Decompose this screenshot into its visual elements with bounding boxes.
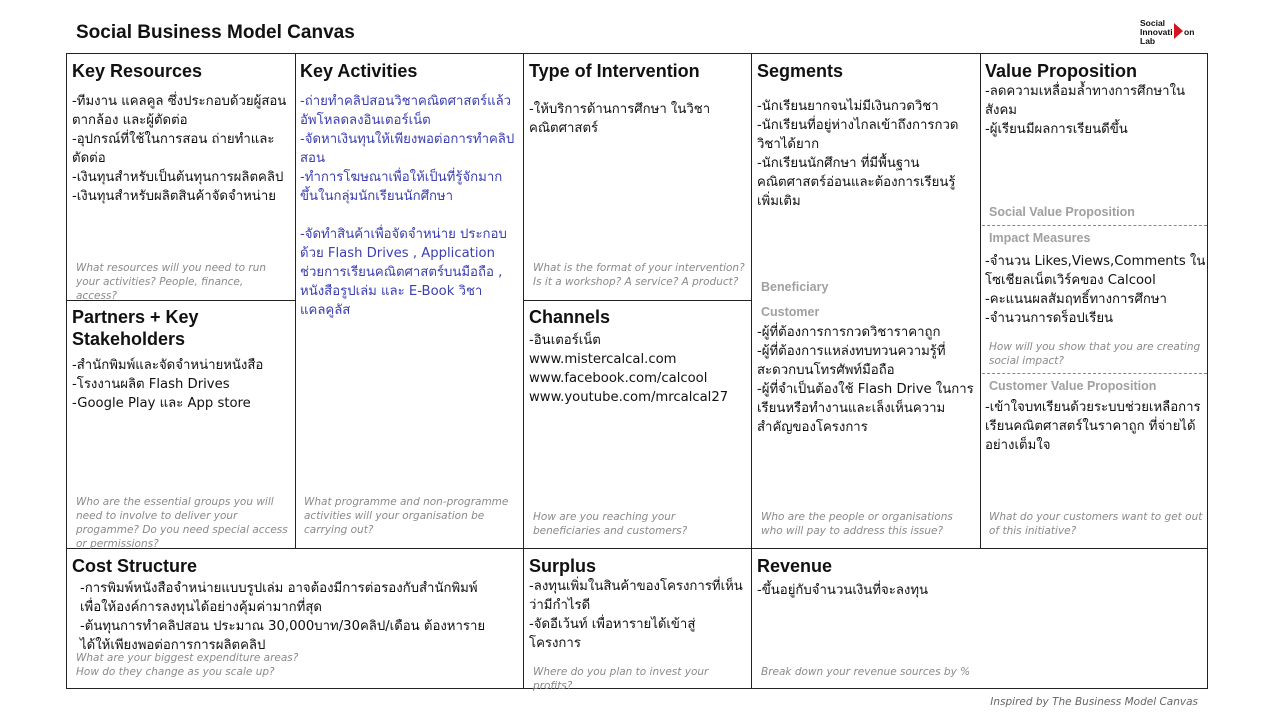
impact-measures-label: Impact Measures [989, 231, 1091, 245]
customer-value-label: Customer Value Proposition [989, 379, 1157, 393]
surplus-question: Where do you plan to invest your profits? [533, 666, 709, 692]
list-item: -ผู้เรียนมีผลการเรียนดีขึ้น [985, 122, 1128, 137]
list-item: -ลดความเหลื่อมล้ำทางการศึกษาในสังคม [985, 84, 1186, 118]
intervention-list [529, 100, 747, 138]
beneficiary-list [757, 97, 977, 211]
segments-heading: Segments [757, 61, 844, 81]
list-item: -ผู้ที่จำเป็นต้องใช้ Flash Drive ในการเรียนหรือทำงานและเล็งเห็นความสำคัญของโครงการ [757, 382, 974, 435]
key-resources-section [72, 60, 290, 206]
cost-structure-list [72, 579, 490, 655]
customer-list [757, 323, 977, 437]
cost-structure-question: What are your biggest expenditure areas? How do they change as you scale up? [76, 652, 299, 678]
footer-credit: Inspired by The Business Model Canvas [990, 696, 1198, 708]
partners-section [72, 306, 290, 413]
list-item: -ลงทุนเพิ่มในสินค้าของโครงการที่เห็นว่ามีกำไรดี [529, 579, 743, 613]
customer-label: Customer [761, 305, 820, 319]
partners-list [72, 356, 290, 413]
list-item: -ทำการโฆษณาเพื่อให้เป็นที่รู้จักมากขึ้นในกลุ่มนักเรียนนักศึกษา [300, 170, 503, 204]
channels-heading: Channels [529, 307, 611, 327]
list-item: -อุปกรณ์ที่ใช้ในการสอน ถ่ายทำและตัดต่อ [72, 132, 275, 166]
list-item: -ให้บริการด้านการศึกษา ในวิชาคณิตศาสตร์ [529, 102, 711, 136]
cost-structure-section [72, 555, 517, 655]
surplus-list [529, 577, 747, 653]
list-item: -ต้นทุนการทำคลิปสอน ประมาณ 30,000บาท/30คลิป/เดือน ต้องหารายได้ให้เพียงพอต่อการการผลิตคลิป [80, 619, 486, 653]
list-item: -ขึ้นอยู่กับจำนวนเงินที่จะลงทุน [757, 583, 929, 598]
channels-list [529, 331, 747, 407]
channels-section [529, 306, 747, 407]
customer-value-question: What do your customers want to get out of this initiative? [989, 511, 1203, 537]
list-item: -ผู้ที่ต้องการการกวดวิชาราคาถูก [757, 325, 941, 340]
value-proposition-section [985, 60, 1205, 139]
impact-measures-list [985, 252, 1207, 328]
surplus-section [529, 555, 747, 653]
revenue-section [757, 555, 1202, 600]
list-item: -เงินทุนสำหรับเป็นต้นทุนการผลิตคลิป [72, 170, 284, 185]
key-resources-heading: Key Resources [72, 61, 203, 81]
revenue-list [757, 581, 1202, 600]
partners-heading: Partners + Key Stakeholders [72, 307, 199, 349]
list-item: -อินเตอร์เน็ต [529, 333, 601, 348]
revenue-heading: Revenue [757, 556, 833, 576]
list-item: -ถ่ายทำคลิปสอนวิชาคณิตศาสตร์แล้วอัพโหลดลงอินเตอร์เน็ต [300, 94, 512, 128]
partners-question: Who are the essential groups you will need to involve to deliver your progamme? Do you need special access or permissions? [76, 496, 288, 550]
list-item: -ผู้ที่ต้องการแหล่งทบทวนความรู้ที่สะดวกบนโทรศัพท์มือถือ [757, 344, 946, 378]
impact-question: How will you show that you are creating social impact? [989, 341, 1201, 367]
key-resources-list [72, 92, 290, 206]
list-item: -เข้าใจบทเรียนด้วยระบบช่วยเหลือการเรียนคณิตศาสตร์ในราคาถูก ที่จ่ายได้อย่างเต็มใจ [985, 400, 1201, 453]
list-item: -จำนวน Likes,Views,Comments ในโซเชียลเน็ตเวิร์คของ Calcool [985, 254, 1206, 288]
list-item: www.youtube.com/mrcalcal27 [529, 390, 729, 405]
list-item: www.mistercalcal.com [529, 352, 677, 367]
list-item: www.facebook.com/calcool [529, 371, 708, 386]
segments-question: Who are the people or organisations who will pay to address this issue? [761, 511, 953, 537]
impact-measures-section [985, 252, 1207, 328]
beneficiary-label: Beneficiary [761, 280, 829, 294]
intervention-section [529, 60, 747, 138]
value-proposition-list [985, 82, 1205, 139]
surplus-heading: Surplus [529, 556, 597, 576]
list-item: -ทีมงาน แคลคูล ซึ่งประกอบด้วยผู้สอน ตากล้อง และผู้ตัดต่อ [72, 94, 287, 128]
intervention-question: What is the format of your intervention? Is it a workshop? A service? A product? [533, 262, 745, 288]
key-activities-heading: Key Activities [300, 61, 418, 81]
list-item: -จัดอีเว้นท์ เพื่อหารายได้เข้าสู่โครงการ [529, 617, 696, 651]
social-value-label: Social Value Proposition [989, 205, 1135, 219]
list-item: -คะแนนผลสัมฤทธิ์ทางการศึกษา [985, 292, 1167, 307]
list-item: -โรงงานผลิต Flash Drives [72, 377, 230, 392]
list-item: -จัดทำสินค้าเพื่อจัดจำหน่าย ประกอบด้วย Flash Drives , Application ช่วยการเรียนคณิตศาสตร์บนมือถือ , หนังสือรูปเล่ม และ E-Book วิชา แคลคูลัส [300, 227, 507, 318]
cost-structure-heading: Cost Structure [72, 556, 198, 576]
list-item: -สำนักพิมพ์และจัดจำหน่ายหนังสือ [72, 358, 264, 373]
channels-question: How are you reaching your beneficiaries and customers? [533, 511, 688, 537]
intervention-heading: Type of Intervention [529, 61, 700, 81]
value-proposition-heading: Value Proposition [985, 61, 1138, 81]
logo-arrow-icon [1174, 23, 1183, 39]
list-item: -จำนวนการดร็อปเรียน [985, 311, 1114, 326]
key-activities-list [300, 92, 520, 320]
revenue-question: Break down your revenue sources by % [761, 666, 971, 678]
list-item: -นักเรียนที่อยู่ห่างไกลเข้าถึงการกวดวิชาได้ยาก [757, 118, 959, 152]
list-item: -นักเรียนยากจนไม่มีเงินกวดวิชา [757, 99, 939, 114]
list-item: -นักเรียนนักศึกษา ที่มีพื้นฐานคณิตศาสตร์อ่อนและต้องการเรียนรู้เพิ่มเติม [757, 156, 956, 209]
segments-section [757, 60, 977, 211]
social-innovation-lab-logo: Social Innovati on Lab [1140, 18, 1195, 46]
customer-value-section [985, 398, 1207, 455]
list-item: -การพิมพ์หนังสือจำหน่ายแบบรูปเล่ม อาจต้องมีการต่อรองกับสำนักพิมพ์เพื่อให้องค์การลงทุนได้อย่างคุ้มค่ามากที่สุด [80, 581, 478, 615]
customer-segment [757, 323, 977, 437]
key-resources-question: What resources will you need to run your activities? People, finance, access? [76, 262, 266, 302]
page-title: Social Business Model Canvas [76, 22, 355, 43]
key-activities-question: What programme and non-programme activities will your organisation be carrying out? [304, 496, 509, 536]
customer-value-list [985, 398, 1207, 455]
list-item: -จัดหาเงินทุนให้เพียงพอต่อการทำคลิปสอน [300, 132, 515, 166]
key-activities-section [300, 60, 520, 320]
list-item: -เงินทุนสำหรับผลิตสินค้าจัดจำหน่าย [72, 189, 276, 204]
list-item: -Google Play และ App store [72, 396, 251, 411]
